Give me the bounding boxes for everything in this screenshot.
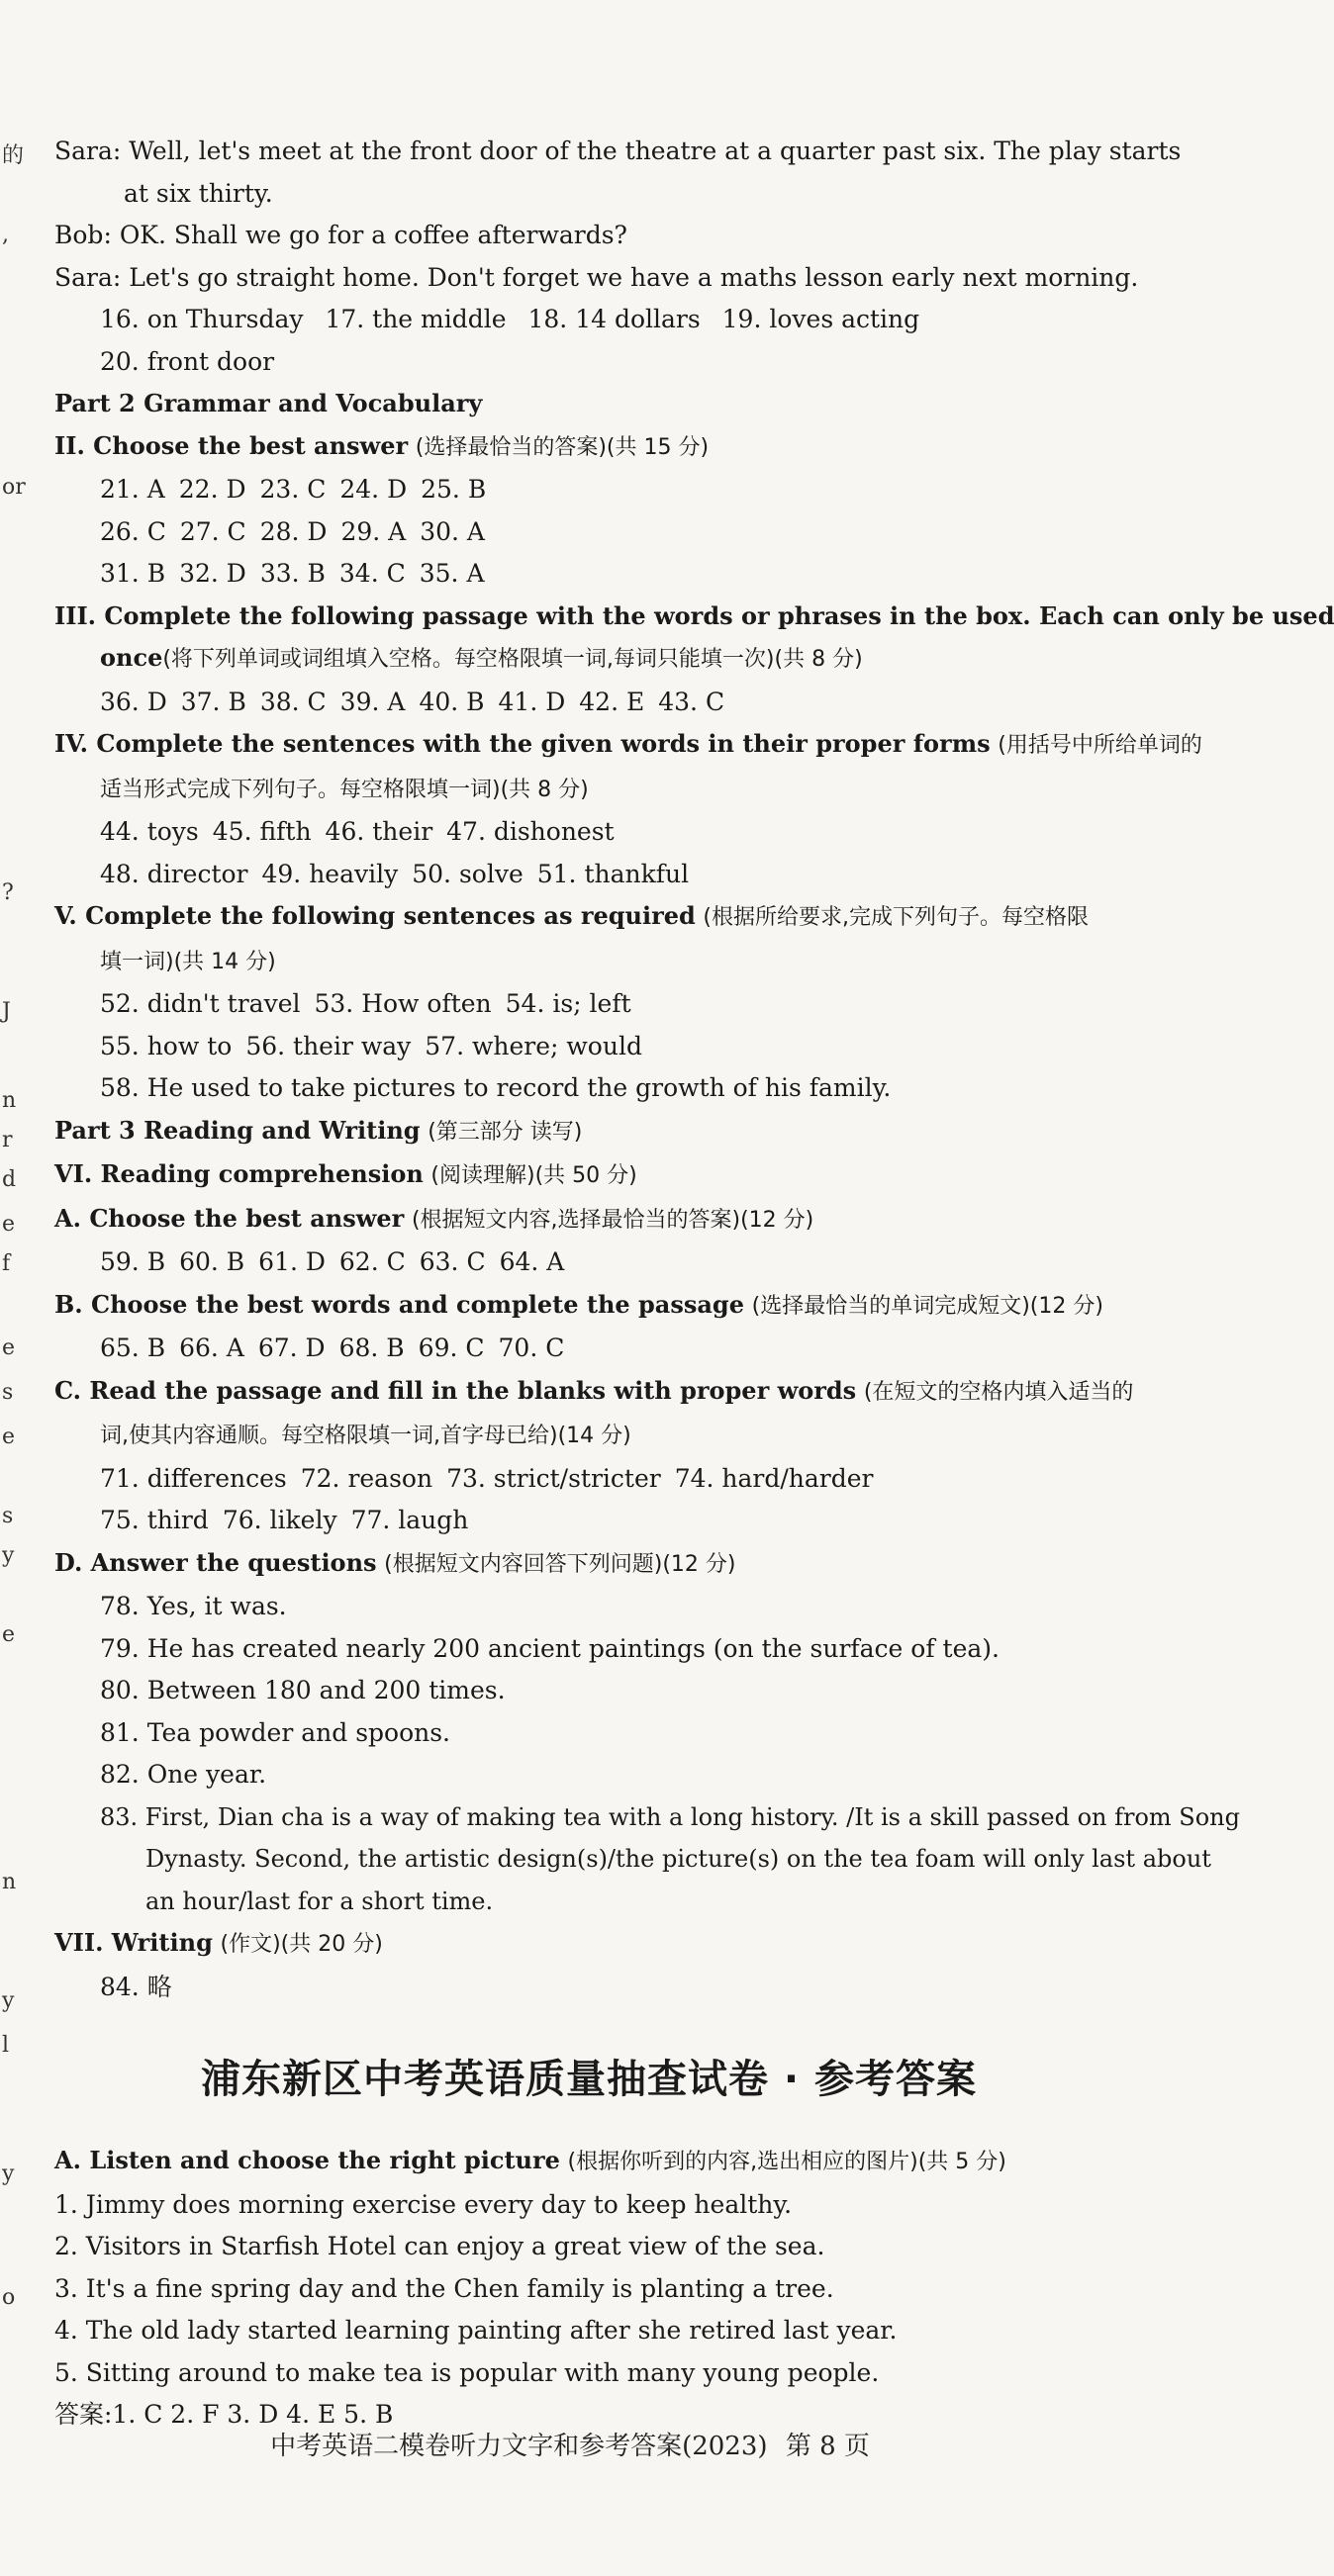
part-heading: Part 3 Reading and Writing (第三部分 读写) <box>54 1115 583 1145</box>
edge-glyph: s <box>2 1380 14 1405</box>
dialogue-line: Sara: Well, let's meet at the front door of the theatre at a quarter past six. The play starts <box>54 137 1182 165</box>
transcript-line: 3. It's a fine spring day and the Chen family is planting a tree. <box>54 2273 834 2303</box>
section-heading: VI. Reading comprehension (阅读理解)(共 50 分) <box>54 1159 637 1188</box>
answer-row: 58. He used to take pictures to record the growth of his family. <box>100 1073 892 1102</box>
answer-row: 21. A 22. D 23. C 24. D 25. B <box>100 475 487 504</box>
subsection-heading: D. Answer the questions (根据短文内容回答下列问题)(12 分) <box>54 1547 736 1577</box>
transcript-line: 5. Sitting around to make tea is popular with many young people. <box>54 2357 880 2387</box>
edge-glyph: J <box>2 999 11 1024</box>
edge-glyph: e <box>2 1425 16 1449</box>
answer-line: 84. 略 <box>100 1972 172 2001</box>
edge-glyph: ? <box>2 880 14 905</box>
edge-glyph: , <box>2 223 9 247</box>
footer-title: 中考英语二模卷听力文字和参考答案(2023) <box>270 2432 768 2461</box>
answer-item: 18. 14 dollars <box>527 305 701 333</box>
edge-glyph: r <box>2 1128 13 1152</box>
answer-row: 59. B 60. B 61. D 62. C 63. C 64. A <box>100 1247 565 1276</box>
dialogue-text: Let's go straight home. Don't forget we have a maths lesson early next morning. <box>129 262 1139 292</box>
section-heading: VII. Writing (作文)(共 20 分) <box>54 1928 383 1957</box>
dialogue-text: OK. Shall we go for a coffee afterwards? <box>119 221 627 249</box>
transcript-line: 1. Jimmy does morning exercise every day to keep healthy. <box>54 2189 793 2219</box>
page-suffix: 页 <box>843 2432 870 2461</box>
page-footer <box>0 2426 1150 2462</box>
edge-glyph: s <box>2 1504 14 1528</box>
answer-item: 19. loves acting <box>721 305 920 333</box>
answer-line: 83. First, Dian cha is a way of making tea with a long history. /It is a skill passed on from Song <box>100 1802 1240 1831</box>
answer-row: 31. B 32. D 33. B 34. C 35. A <box>100 559 485 588</box>
answer-item: 17. the middle <box>325 305 507 333</box>
edge-glyph: or <box>2 475 26 500</box>
subsection-heading: C. Read the passage and fill in the blanks with proper words (在短文的空格内填入适当的 <box>54 1375 1134 1405</box>
section-heading: A. Listen and choose the right picture (根据你听到的内容,选出相应的图片)(共 5 分) <box>54 2146 1006 2174</box>
edge-glyph: e <box>2 1335 16 1360</box>
answer-row <box>54 341 1123 384</box>
section-title: 浦东新区中考英语质量抽查试卷 · 参考答案 <box>200 2057 978 2102</box>
edge-glyph: y <box>2 1988 15 2013</box>
answer-row: 48. director 49. heavily 50. solve 51. thankful <box>100 859 690 888</box>
transcript-line: 2. Visitors in Starfish Hotel can enjoy a great view of the sea. <box>54 2232 825 2260</box>
answer-row: 52. didn't travel 53. How often 54. is; left <box>100 989 631 1018</box>
transcript-line: 4. The old lady started learning painting after she retired last year. <box>54 2316 898 2345</box>
answer-line-cont: Dynasty. Second, the artistic design(s)/the picture(s) on the tea foam will only last about <box>145 1845 1211 1873</box>
dialogue-line: Sara: Let's go straight home. Don't forget we have a maths lesson early next morning. <box>54 262 1139 292</box>
edge-glyph: e <box>2 1622 16 1647</box>
speaker-name: Sara <box>54 262 113 292</box>
section-heading: III. Complete the following passage with the words or phrases in the box. Each can only be used <box>54 600 1334 630</box>
edge-glyph: f <box>2 1251 11 1276</box>
answer-row: 36. D 37. B 38. C 39. A 40. B 41. D 42. E 43. C <box>100 687 725 716</box>
dialogue-line-cont: at six thirty. <box>124 178 273 208</box>
answer-content <box>54 131 1334 2437</box>
section-heading-cont: once(将下列单词或词组填入空格。每空格限填一词,每词只能填一次)(共 8 分) <box>100 643 863 672</box>
edge-glyph: o <box>2 2285 16 2310</box>
answer-item: 20. front door <box>100 346 275 376</box>
answer-line: 82. One year. <box>100 1760 267 1789</box>
answer-key-line: 答案:1. C 2. F 3. D 4. E 5. B <box>54 2400 394 2429</box>
subsection-heading: B. Choose the best words and complete the passage (选择最恰当的单词完成短文)(12 分) <box>54 1289 1103 1319</box>
answer-row: 55. how to 56. their way 57. where; would <box>100 1031 642 1060</box>
answer-row: 44. toys 45. fifth 46. their 47. dishonest <box>100 817 615 846</box>
answer-row <box>54 299 1123 341</box>
section-heading-cont: 适当形式完成下列句子。每空格限填一词)(共 8 分) <box>100 777 589 802</box>
section-heading: V. Complete the following sentences as required (根据所给要求,完成下列句子。每空格限 <box>54 901 1089 930</box>
subsection-heading-cont: 词,使其内容通顺。每空格限填一词,首字母已给)(14 分) <box>100 1424 631 1448</box>
section-heading: IV. Complete the sentences with the given words in their proper forms (用括号中所给单词的 <box>54 729 1202 758</box>
page-prefix: 第 <box>785 2432 811 2461</box>
answer-line: 78. Yes, it was. <box>100 1592 287 1620</box>
answer-row: 75. third 76. likely 77. laugh <box>100 1506 469 1534</box>
answer-row: 26. C 27. C 28. D 29. A 30. A <box>100 516 485 546</box>
left-edge-cut-text <box>0 0 34 2576</box>
dialogue-line: Bob: OK. Shall we go for a coffee afterwards? <box>54 221 627 249</box>
part-heading: Part 2 Grammar and Vocabulary <box>54 389 483 417</box>
answer-line: 81. Tea powder and spoons. <box>100 1717 451 1747</box>
section-heading: II. Choose the best answer (选择最恰当的答案)(共 15 分) <box>54 430 710 460</box>
edge-glyph: y <box>2 2162 15 2186</box>
answer-line: 79. He has created nearly 200 ancient paintings (on the surface of tea). <box>100 1633 1000 1663</box>
edge-glyph: y <box>2 1543 15 1568</box>
edge-glyph: n <box>2 1088 17 1113</box>
section-heading-cont: 填一词)(共 14 分) <box>100 949 276 974</box>
edge-glyph: l <box>2 2033 10 2058</box>
edge-glyph: n <box>2 1870 17 1894</box>
subsection-heading: A. Choose the best answer (根据短文内容,选择最恰当的答案)(12 分) <box>54 1203 814 1233</box>
speaker-name: Bob <box>54 221 104 249</box>
dialogue-text: Well, let's meet at the front door of the theatre at a quarter past six. The play starts <box>129 137 1182 165</box>
answer-row: 71. differences 72. reason 73. strict/stricter 74. hard/harder <box>100 1463 874 1493</box>
page-number: 8 <box>819 2432 836 2461</box>
edge-glyph: e <box>2 1212 16 1237</box>
answer-line-cont: an hour/last for a short time. <box>145 1886 494 1915</box>
answer-item: 16. on Thursday <box>100 305 304 333</box>
edge-glyph: d <box>2 1167 17 1192</box>
answer-row: 65. B 66. A 67. D 68. B 69. C 70. C <box>100 1334 565 1362</box>
answer-line: 80. Between 180 and 200 times. <box>100 1676 506 1704</box>
speaker-name: Sara <box>54 137 113 165</box>
edge-glyph: 的 <box>2 143 25 168</box>
